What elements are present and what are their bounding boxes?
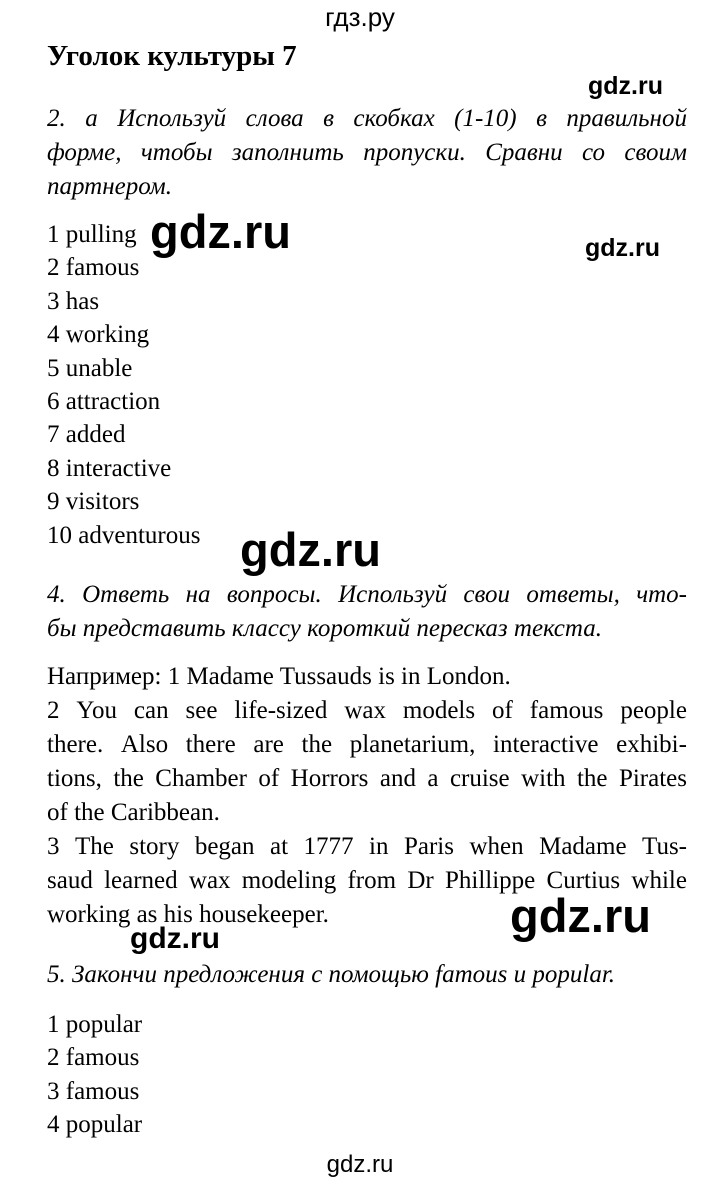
task2-line2 — [47, 136, 687, 170]
answer-item: 9 visitors — [47, 488, 140, 516]
word: modeling — [241, 867, 337, 894]
word: 1777 — [303, 833, 354, 860]
section-title: Уголок культуры 7 — [47, 40, 297, 72]
word: скобках — [353, 105, 435, 132]
word: (1-10) — [454, 105, 517, 132]
word: пропуски. — [363, 139, 466, 166]
word: что- — [636, 581, 687, 608]
word: in — [369, 833, 389, 860]
word: Horrors — [290, 765, 369, 792]
word: see — [185, 697, 218, 724]
word: своим — [624, 139, 687, 166]
answer-item: 1 popular — [47, 1011, 143, 1038]
word: and — [379, 765, 416, 792]
task5-text: 5. Закончи предложения с помощью famous и popular. — [47, 961, 616, 988]
word: famous — [529, 697, 604, 724]
word: в — [536, 105, 547, 132]
answer4-line6 — [47, 830, 687, 864]
word: Curtius — [546, 867, 621, 894]
word: when — [469, 833, 524, 860]
word: there. — [47, 731, 104, 758]
answer-item: 1 pulling — [47, 221, 137, 248]
answer-item: 2 famous — [47, 1044, 140, 1072]
answer-item: 8 interactive — [47, 454, 172, 482]
word: story — [129, 833, 180, 860]
word: life-sized — [234, 697, 328, 724]
word: Tus- — [642, 833, 687, 860]
word: planetarium, — [349, 731, 476, 758]
task2-line3: партнером. — [47, 173, 172, 200]
watermark: gdz.ru — [240, 523, 381, 576]
word: Madame — [539, 833, 627, 860]
word: tions, — [47, 765, 102, 792]
word: saud — [47, 867, 93, 894]
watermark: gdz.ru — [150, 205, 291, 258]
word: from — [347, 867, 397, 894]
word: interactive — [493, 731, 599, 758]
word: with — [521, 765, 566, 792]
word: а — [85, 105, 98, 132]
word: exhibi- — [616, 731, 687, 758]
word: there — [185, 731, 236, 758]
word: of — [258, 765, 280, 792]
watermark: gdz.ru — [510, 889, 651, 942]
word: the — [576, 765, 608, 792]
word: Сравни — [485, 139, 563, 166]
word: The — [74, 833, 114, 860]
word: are — [253, 731, 284, 758]
word: can — [133, 697, 169, 724]
word: Ответь — [82, 581, 170, 608]
answer-item: 4 working — [47, 321, 150, 349]
task4-line2: бы представить классу короткий пересказ текста. — [47, 615, 603, 642]
word: Используй — [338, 581, 448, 608]
word: Используй — [117, 105, 227, 132]
watermark: gdz.ru — [588, 72, 663, 100]
word: models — [402, 697, 476, 724]
answers-list-2 — [47, 218, 200, 552]
answer-item: 4 popular — [47, 1111, 143, 1139]
word: wax — [344, 697, 386, 724]
word: of — [492, 697, 513, 724]
word: вопросы. — [226, 581, 322, 608]
word: Pirates — [618, 765, 687, 792]
word: began — [194, 833, 255, 860]
answer-item: 3 has — [47, 287, 100, 315]
word: people — [620, 697, 687, 724]
answer-item: 2 famous — [47, 254, 140, 282]
answer-item: 3 famous — [47, 1077, 140, 1105]
word: You — [76, 697, 117, 724]
word: заполнить — [231, 139, 344, 166]
answer4-line2 — [47, 694, 687, 728]
answer4-line3 — [47, 728, 687, 762]
word: 4. — [47, 581, 66, 608]
word: форме, — [47, 139, 122, 166]
answer-item: 5 unable — [47, 354, 133, 382]
word: свои — [463, 581, 511, 608]
word: cruise — [449, 765, 510, 792]
word: the — [301, 731, 333, 758]
word: at — [270, 833, 289, 860]
word: чтобы — [140, 139, 213, 166]
word: Paris — [403, 833, 454, 860]
answers-list-5 — [47, 1008, 142, 1142]
answer-item: 10 adventurous — [47, 521, 201, 549]
watermark: gdz.ru — [130, 922, 220, 955]
word: на — [185, 581, 211, 608]
word: правильной — [566, 105, 687, 132]
task4-line1 — [47, 578, 687, 612]
word: while — [631, 867, 687, 894]
word: слова — [245, 105, 304, 132]
site-header: гдз.ру — [325, 2, 395, 32]
word: 2. — [47, 105, 66, 132]
task2-line1 — [47, 102, 687, 136]
word: Phillippe — [444, 867, 536, 894]
word: со — [582, 139, 606, 166]
answer-item: 6 attraction — [47, 388, 161, 416]
answer-item: 7 added — [47, 421, 126, 449]
answer4-line1: Например: 1 Madame Tussauds is in London. — [47, 663, 511, 690]
word: 2 — [47, 697, 60, 724]
answer4-line4 — [47, 762, 687, 796]
word: в — [323, 105, 334, 132]
word: 3 — [47, 833, 60, 860]
watermark: gdz.ru — [585, 234, 660, 262]
word: wax — [188, 867, 231, 894]
word: ответы, — [526, 581, 620, 608]
answer4-line8: working as his housekeeper. — [47, 901, 329, 928]
word: Dr — [407, 867, 434, 894]
word: Also — [120, 731, 169, 758]
word: learned — [104, 867, 178, 894]
word: the — [113, 765, 144, 792]
watermark-bottom: gdz.ru — [326, 1151, 394, 1178]
word: Chamber — [155, 765, 247, 792]
answer4-line5: of the Caribbean. — [47, 799, 220, 826]
word: a — [427, 765, 439, 792]
